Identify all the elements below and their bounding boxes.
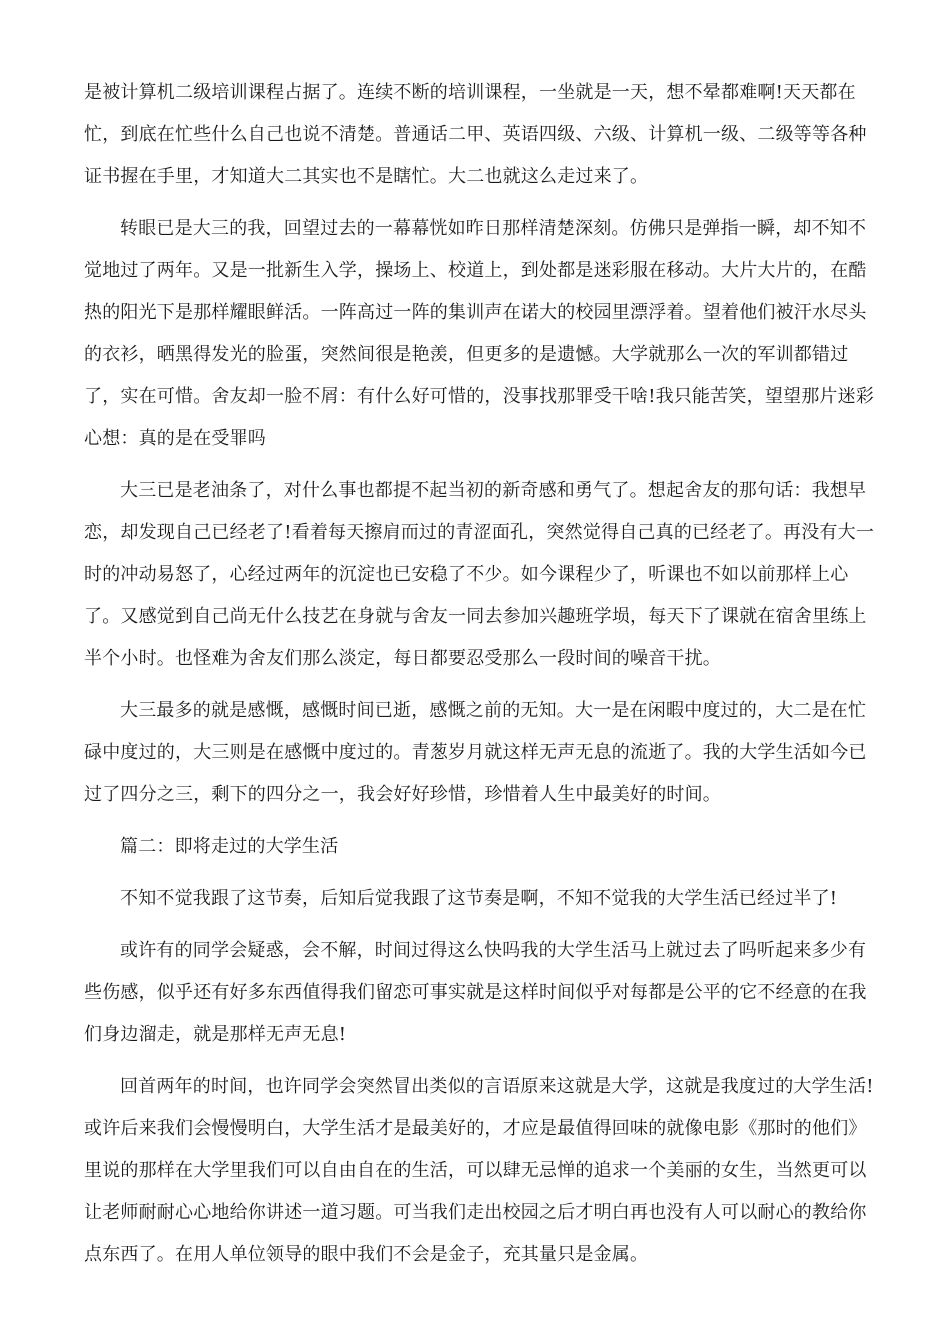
text-line: 里说的那样在大学里我们可以自由自在的生活，可以肆无忌惮的追求一个美丽的女生，当然更可以 xyxy=(84,1160,867,1181)
text-line: 觉地过了两年。又是一批新生入学，操场上、校道上，到处都是迷彩服在移动。大片大片的，在酷 xyxy=(84,260,867,281)
text-line: 热的阳光下是那样耀眼鲜活。一阵高过一阵的集训声在诺大的校园里漂浮着。望着他们被汗水尽头 xyxy=(84,302,867,323)
text-line: 半个小时。也怪难为舍友们那么淡定，每日都要忍受那么一段时间的噪音干扰。 xyxy=(84,648,721,669)
section-heading: 篇二：即将走过的大学生活 xyxy=(120,836,339,857)
text-line: 大三已是老油条了，对什么事也都提不起当初的新奇感和勇气了。想起舍友的那句话：我想早 xyxy=(120,480,867,501)
text-line: 忙，到底在忙些什么自己也说不清楚。普通话二甲、英语四级、六级、计算机一级、二级等等各种 xyxy=(84,124,867,145)
text-line: 了。又感觉到自己尚无什么技艺在身就与舍友一同去参加兴趣班学埙，每天下了课就在宿舍里练上 xyxy=(84,606,867,627)
text-line: 证书握在手里，才知道大二其实也不是瞎忙。大二也就这么走过来了。 xyxy=(84,166,649,187)
text-line: 或许后来我们会慢慢明白，大学生活才是最美好的，才应是最值得回味的就像电影《那时的他们》 xyxy=(84,1118,867,1139)
text-line: 点东西了。在用人单位领导的眼中我们不会是金子，充其量只是金属。 xyxy=(84,1244,649,1265)
text-line: 或许有的同学会疑惑，会不解，时间过得这么快吗我的大学生活马上就过去了吗听起来多少有 xyxy=(120,940,867,961)
text-line: 过了四分之三，剩下的四分之一，我会好好珍惜，珍惜着人生中最美好的时间。 xyxy=(84,784,721,805)
text-line: 回首两年的时间，也许同学会突然冒出类似的言语原来这就是大学，这就是我度过的大学生活! xyxy=(120,1076,874,1097)
text-line: 时的冲动易怒了，心经过两年的沉淀也已安稳了不少。如今课程少了，听课也不如以前那样上心 xyxy=(84,564,849,585)
text-line: 转眼已是大三的我，回望过去的一幕幕恍如昨日那样清楚深刻。仿佛只是弹指一瞬，却不知不 xyxy=(120,218,867,239)
text-line: 是被计算机二级培训课程占据了。连续不断的培训课程，一坐就是一天，想不晕都难啊!天天都在 xyxy=(84,82,856,103)
text-line: 些伤感，似乎还有好多东西值得我们留恋可事实就是这样时间似乎对每都是公平的它不经意的在我 xyxy=(84,982,867,1003)
text-line: 大三最多的就是感慨，感慨时间已逝，感慨之前的无知。大一是在闲暇中度过的，大二是在忙 xyxy=(120,700,867,721)
text-line: 不知不觉我跟了这节奏，后知后觉我跟了这节奏是啊，不知不觉我的大学生活已经过半了! xyxy=(120,888,838,909)
text-line: 的衣衫，晒黑得发光的脸蛋，突然间很是艳羡，但更多的是遗憾。大学就那么一次的军训都错过 xyxy=(84,344,849,365)
text-line: 了，实在可惜。舍友却一脸不屑：有什么好可惜的，没事找那罪受干啥!我只能苦笑，望望那片迷彩 xyxy=(84,386,875,407)
text-line: 心想：真的是在受罪吗 xyxy=(84,428,266,449)
text-line: 们身边溜走，就是那样无声无息! xyxy=(84,1024,347,1045)
text-line: 让老师耐耐心心地给你讲述一道习题。可当我们走出校园之后才明白再也没有人可以耐心的教给你 xyxy=(84,1202,867,1223)
text-line: 恋，却发现自己已经老了!看着每天擦肩而过的青涩面孔，突然觉得自己真的已经老了。再没有大一 xyxy=(84,522,875,543)
text-line: 碌中度过的，大三则是在感慨中度过的。青葱岁月就这样无声无息的流逝了。我的大学生活如今已 xyxy=(84,742,867,763)
